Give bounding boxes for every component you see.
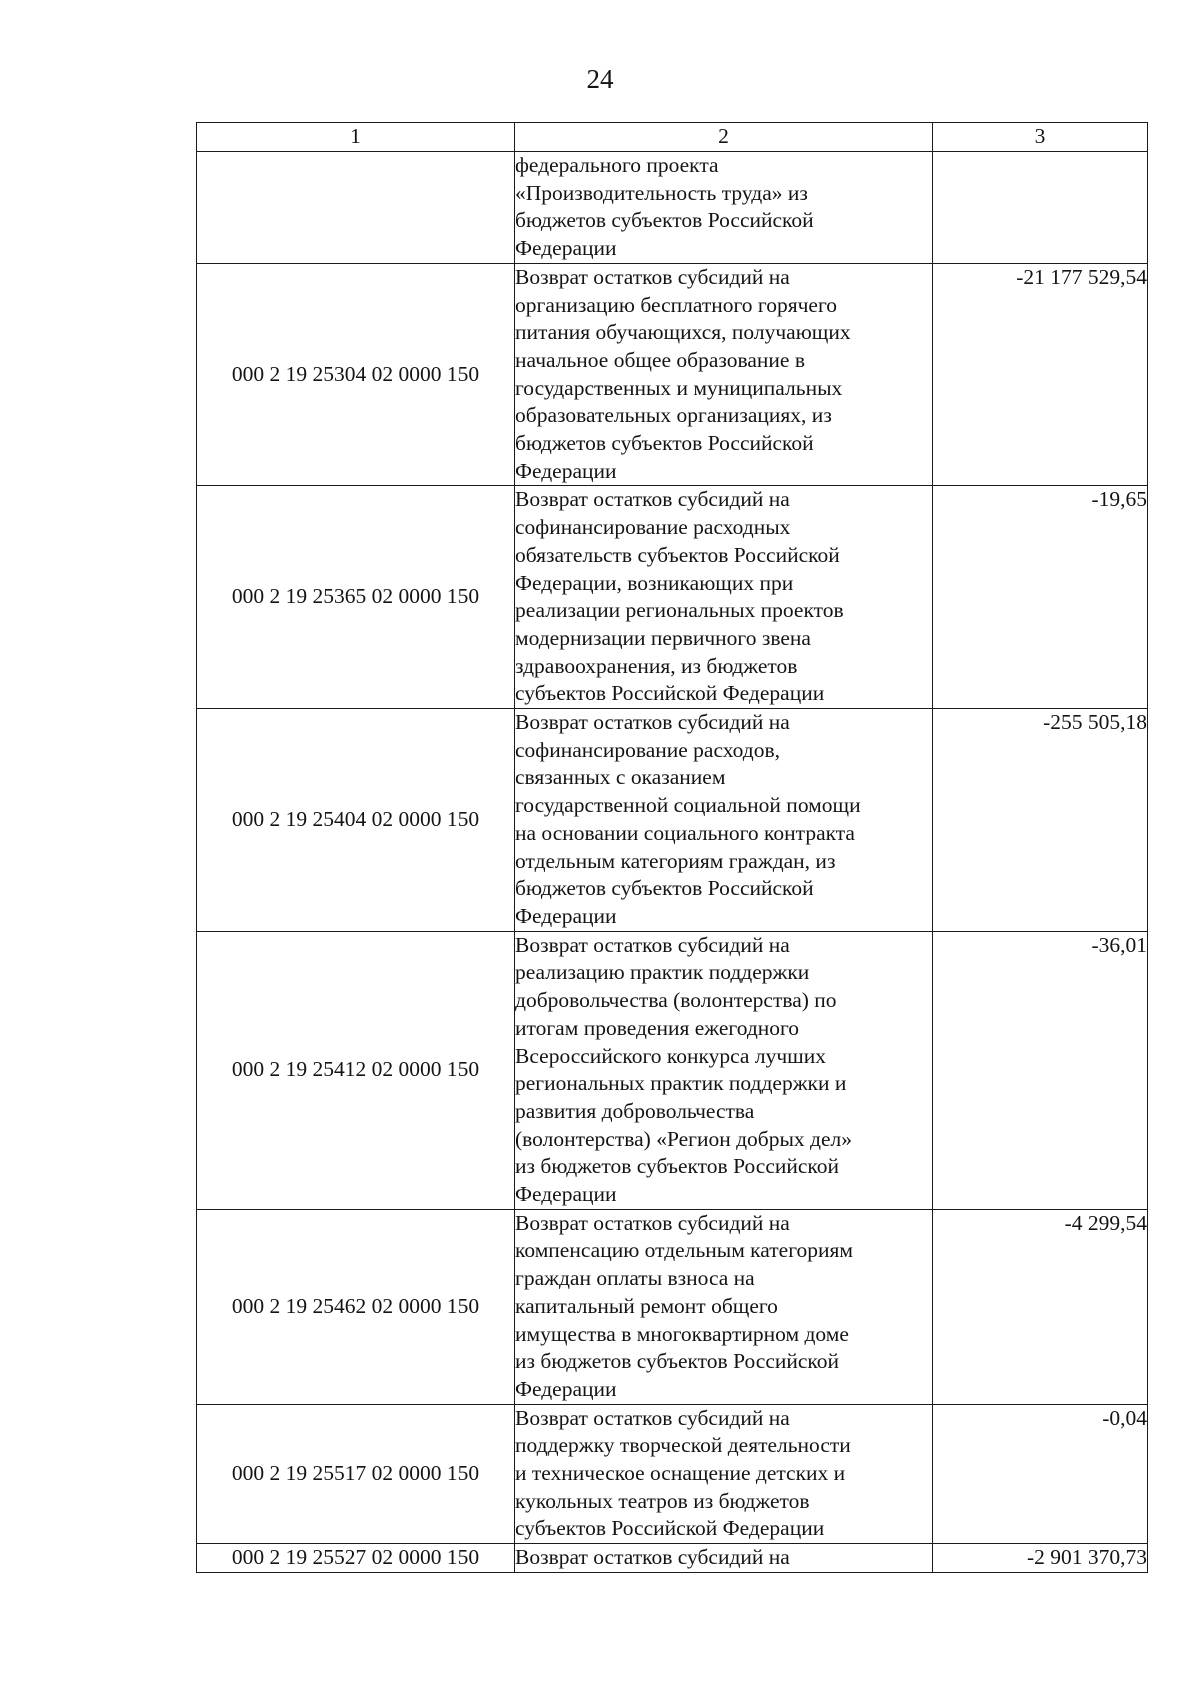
budget-code-cell [197,152,515,264]
description-line: граждан оплаты взноса на [515,1266,755,1291]
description-cell [515,486,933,709]
description-line: субъектов Российской Федерации [515,681,825,706]
description-cell [515,1404,933,1544]
description-line: кукольных театров из бюджетов [515,1488,810,1513]
description-line: софинансирование расходов, [515,737,781,762]
description-cell [515,263,933,486]
description-line: Возврат остатков субсидий на [515,1545,790,1570]
description-line: федерального проекта [515,153,719,177]
budget-code-cell: 000 2 19 25412 02 0000 150 [197,931,515,1209]
description-cell [515,931,933,1209]
table-row [197,1404,1148,1544]
description-line: поддержку творческой деятельности [515,1433,851,1458]
budget-code-cell: 000 2 19 25304 02 0000 150 [197,263,515,486]
description-cell [515,152,933,264]
description-line: из бюджетов субъектов Российской [515,1349,840,1374]
description-line: отдельным категориям граждан, из [515,848,836,873]
description-line: Возврат остатков субсидий на [515,710,790,735]
description-line: здравоохранения, из бюджетов [515,653,798,678]
description-line: добровольчества (волонтерства) по [515,988,837,1013]
description-cell [515,1544,933,1573]
description-line: (волонтерства) «Регион добрых дел» [515,1126,853,1151]
description-line: и техническое оснащение детских и [515,1461,846,1486]
table-row [197,486,1148,709]
amount-cell: -19,65 [933,486,1148,709]
description-line: Федерации [515,236,617,261]
description-line: бюджетов субъектов Российской [515,431,814,456]
description-line: государственной социальной помощи [515,793,861,818]
description-line: Федерации [515,903,617,928]
description-line: региональных практик поддержки и [515,1071,847,1096]
description-line: Федерации [515,458,617,483]
description-line: питания обучающихся, получающих [515,320,851,345]
budget-code-cell: 000 2 19 25365 02 0000 150 [197,486,515,709]
budget-code-cell: 000 2 19 25462 02 0000 150 [197,1209,515,1404]
budget-table [196,122,1148,1573]
description-line: развития добровольчества [515,1098,755,1123]
column-header-2: 2 [515,123,933,152]
description-line: обязательств субъектов Российской [515,542,840,567]
table-row [197,709,1148,932]
amount-cell: -21 177 529,54 [933,263,1148,486]
description-line: модернизации первичного звена [515,625,811,650]
description-line: связанных с оказанием [515,765,726,790]
description-line: реализацию практик поддержки [515,960,810,985]
amount-cell: -255 505,18 [933,709,1148,932]
description-line: из бюджетов субъектов Российской [515,1154,840,1179]
description-line: Федерации, возникающих при [515,570,794,595]
description-line: Возврат остатков субсидий на [515,932,790,957]
description-line: Всероссийского конкурса лучших [515,1043,826,1068]
description-line: на основании социального контракта [515,820,855,845]
description-line: бюджетов субъектов Российской [515,876,814,901]
amount-cell: -0,04 [933,1404,1148,1544]
description-line: бюджетов субъектов Российской [515,208,814,233]
description-line: Возврат остатков субсидий на [515,264,790,289]
table-header-row [197,123,1148,152]
description-line: Возврат остатков субсидий на [515,487,790,512]
amount-cell: -4 299,54 [933,1209,1148,1404]
table-row [197,1209,1148,1404]
table-row [197,1544,1148,1573]
description-line: государственных и муниципальных [515,375,843,400]
description-cell [515,709,933,932]
description-line: субъектов Российской Федерации [515,1516,825,1541]
description-line: имущества в многоквартирном доме [515,1321,849,1346]
description-line: итогам проведения ежегодного [515,1015,800,1040]
budget-code-cell: 000 2 19 25527 02 0000 150 [197,1544,515,1573]
budget-code-cell: 000 2 19 25404 02 0000 150 [197,709,515,932]
description-line: «Производительность труда» из [515,180,808,205]
table-row [197,931,1148,1209]
column-header-1: 1 [197,123,515,152]
page-number: 24 [586,64,614,94]
table-body [197,152,1148,1573]
description-line: капитальный ремонт общего [515,1293,778,1318]
table-row [197,263,1148,486]
description-cell [515,1209,933,1404]
table-row [197,152,1148,264]
description-line: Возврат остатков субсидий на [515,1405,790,1430]
description-line: Федерации [515,1376,617,1401]
description-line: софинансирование расходных [515,515,791,540]
description-line: образовательных организациях, из [515,403,832,428]
amount-cell: -36,01 [933,931,1148,1209]
amount-cell [933,152,1148,264]
amount-cell: -2 901 370,73 [933,1544,1148,1573]
description-line: компенсацию отдельным категориям [515,1238,854,1263]
description-line: организацию бесплатного горячего [515,292,837,317]
description-line: реализации региональных проектов [515,598,844,623]
description-line: Возврат остатков субсидий на [515,1210,790,1235]
column-header-3: 3 [933,123,1148,152]
budget-code-cell: 000 2 19 25517 02 0000 150 [197,1404,515,1544]
description-line: Федерации [515,1182,617,1207]
description-line: начальное общее образование в [515,347,805,372]
